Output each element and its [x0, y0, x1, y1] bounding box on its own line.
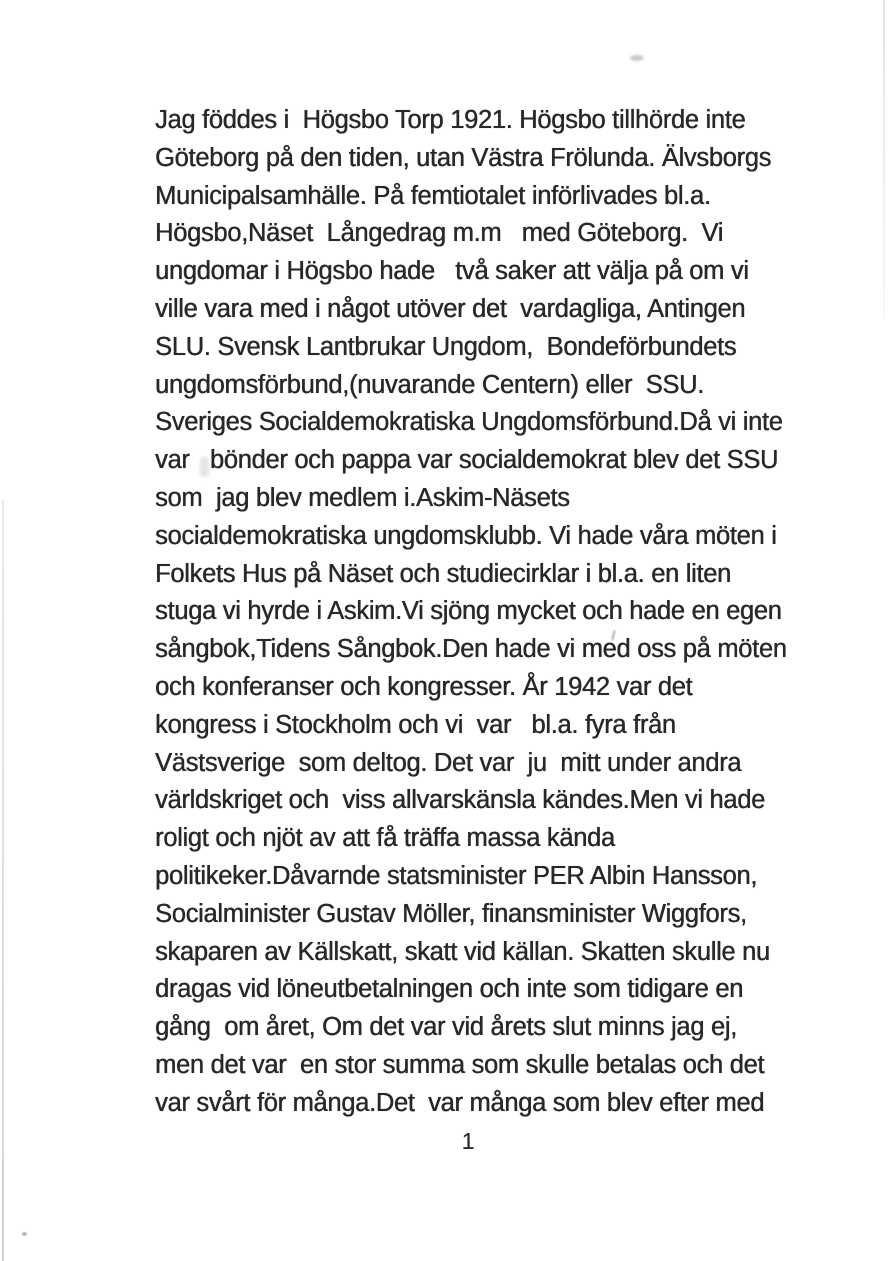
scan-dot-artifact — [22, 1232, 27, 1236]
text-line: som jag blev medlem i.Askim-Näsets — [155, 483, 570, 512]
text-line: var svårt för många.Det var många som blev efter med — [155, 1088, 765, 1117]
text-line: men det var en stor summa som skulle betalas och det — [155, 1050, 765, 1079]
document-body-text — [155, 102, 795, 1123]
text-line: ville vara med i något utöver det vardagliga, Antingen — [155, 294, 746, 323]
text-line: Folkets Hus på Näset och studiecirklar i bl.a. en liten — [155, 559, 731, 588]
page-number: 1 — [461, 1128, 475, 1154]
text-line: var bönder och pappa var socialdemokrat blev det SSU — [155, 446, 779, 475]
text-line: roligt och njöt av att få träffa massa kända — [155, 824, 615, 853]
scan-smudge-artifact — [630, 55, 644, 61]
text-line: Sveriges Socialdemokratiska Ungdomsförbund.Då vi inte — [155, 408, 783, 437]
text-line: Högsbo,Näset Långedrag m.m med Göteborg. Vi — [155, 219, 723, 248]
scan-edge-line-right — [883, 0, 885, 320]
text-line: gång om året, Om det var vid årets slut minns jag ej, — [155, 1013, 737, 1042]
text-line: sångbok,Tidens Sångbok.Den hade vi med oss på möten — [155, 635, 787, 664]
text-line: SLU. Svensk Lantbrukar Ungdom, Bondeförbundets — [155, 332, 737, 361]
text-line: världskriget och viss allvarskänsla kändes.Men vi hade — [155, 786, 765, 815]
text-line: Jag föddes i Högsbo Torp 1921. Högsbo tillhörde inte — [155, 106, 746, 134]
text-line: Göteborg på den tiden, utan Västra Frölunda. Älvsborgs — [155, 143, 772, 172]
text-line: Västsverige som deltog. Det var ju mitt under andra — [155, 748, 742, 777]
text-line: socialdemokratiska ungdomsklubb. Vi hade våra möten i — [155, 521, 777, 550]
text-line: och konferanser och kongresser. År 1942 var det — [155, 672, 693, 701]
text-line: dragas vid löneutbetalningen och inte som tidigare en — [155, 975, 744, 1004]
text-line: kongress i Stockholm och vi var bl.a. fyra från — [155, 710, 676, 739]
text-line: Municipalsamhälle. På femtiotalet införlivades bl.a. — [155, 181, 711, 210]
text-line: stuga vi hyrde i Askim.Vi sjöng mycket och hade en egen — [155, 597, 782, 626]
text-line: politikeker.Dåvarnde statsminister PER Albin Hansson, — [155, 861, 758, 890]
text-line: ungdomar i Högsbo hade två saker att välja på om vi — [155, 257, 749, 286]
text-line: Socialminister Gustav Möller, finansminister Wiggfors, — [155, 899, 747, 928]
text-line: skaparen av Källskatt, skatt vid källan. Skatten skulle nu — [155, 937, 770, 966]
text-line: ungdomsförbund,(nuvarande Centern) eller SSU. — [155, 370, 704, 399]
scan-edge-line-left — [2, 500, 4, 1261]
